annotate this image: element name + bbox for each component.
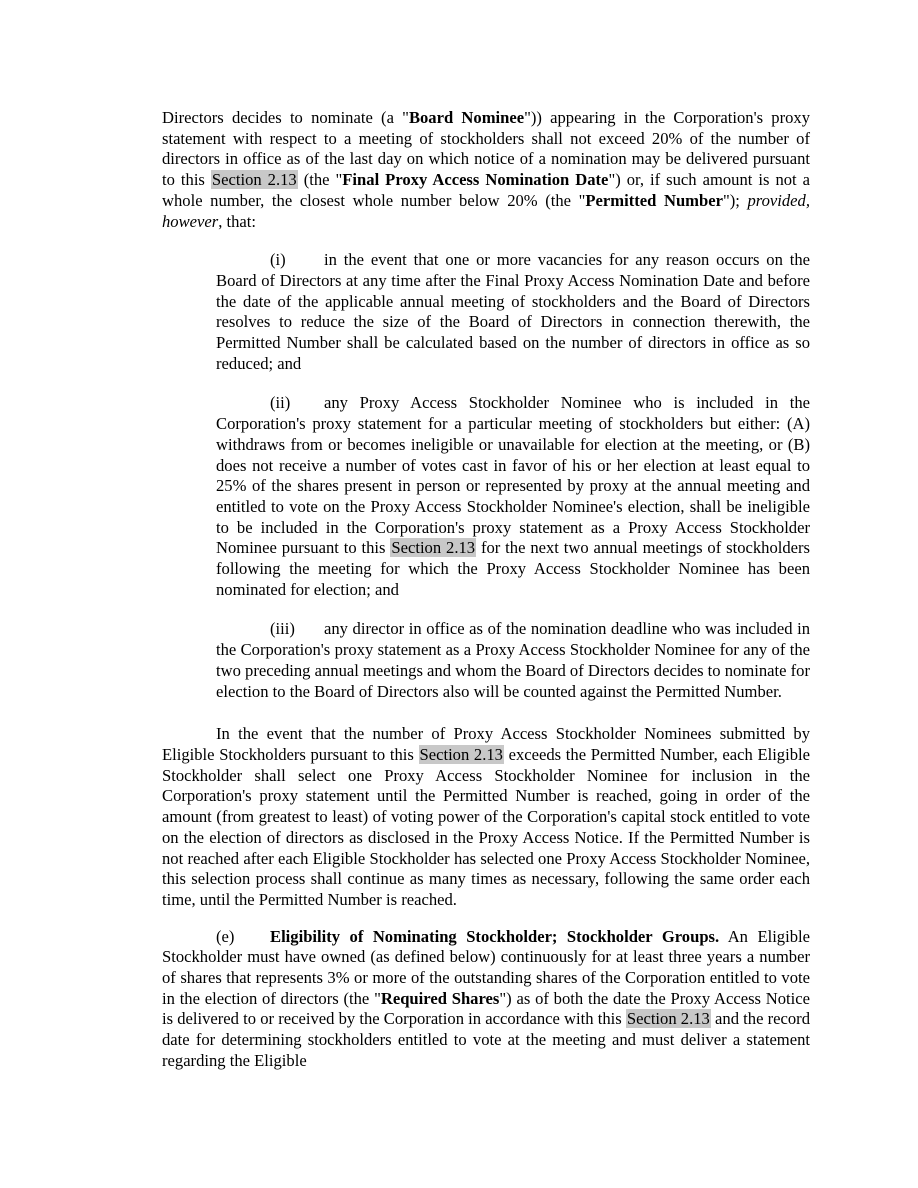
section-cross-reference-link[interactable]: Section 2.13 xyxy=(211,170,297,190)
italic-proviso: provided, however xyxy=(162,190,810,231)
item-text: for the next two annual meetings of stockholders following the meeting for which the Proxy Access Stockholder Nominee has been nominated for election; and xyxy=(216,538,811,599)
text-run: (the " xyxy=(297,170,343,190)
item-number: (ii) xyxy=(270,393,291,413)
list-item-iii xyxy=(216,619,810,702)
paragraph-eligibility xyxy=(162,927,810,1072)
item-text: in the event that one or more vacancies for any reason occurs on the Board of Directors at any time after the Final Proxy Access Nomination Date and before the date of the applicable annual meeting of stockholders and the Board of Directors resolves to reduce the size of the Board of Directors in connection therewith, the Permitted Number shall be calculated based on the number of directors in office as so reduced; and xyxy=(216,250,810,373)
list-item-i xyxy=(216,250,810,374)
list-item-ii xyxy=(216,393,810,600)
defined-term-required-shares: Required Shares xyxy=(380,988,500,1008)
section-cross-reference-link[interactable]: Section 2.13 xyxy=(626,1009,710,1029)
section-heading: Eligibility of Nominating Stockholder; Stockholder Groups. xyxy=(270,926,720,946)
paragraph-permitted-number xyxy=(162,108,810,232)
defined-term-final-nomination-date: Final Proxy Access Nomination Date xyxy=(342,170,609,190)
text-run: exceeds the Permitted Number, each Eligible Stockholder shall select one Proxy Access Stockholder Nominee for inclusion in the Corporation's proxy statement until the Permitted Number is reached, going in order of the amount (from greatest to least) of voting power of the Corporation's capital stock entitled to vote on the election of directors as disclosed in the Proxy Access Notice. If the Permitted Number is not reached after each Eligible Stockholder has selected one Proxy Access Stockholder Nominee, this selection process shall continue as many times as necessary, following the same order each time, until the Permitted Number is reached. xyxy=(162,744,810,909)
defined-term-permitted-number: Permitted Number xyxy=(585,190,723,210)
item-number: (iii) xyxy=(270,619,295,639)
item-text: any director in office as of the nomination deadline who was included in the Corporation's proxy statement as a Proxy Access Stockholder Nominee for any of the two preceding annual meetings and whom the Board of Directors decides to nominate for election to the Board of Directors also will be counted against the Permitted Number. xyxy=(216,619,810,701)
text-run: ")) appearing in the Corporation's proxy statement with respect to a meeting of stockholders shall not exceed 20% of the number of directors in office as of the last day on which notice of a nomination may be delivered pursuant to this xyxy=(162,108,810,190)
text-run: An Eligible Stockholder must have owned (as defined below) continuously for at least three years a number of shares that represents 3% or more of the outstanding shares of the Corporation entitled to vote in the election of directors (the " xyxy=(162,926,810,1008)
item-text: any Proxy Access Stockholder Nominee who is included in the Corporation's proxy statement for a particular meeting of stockholders but either: (A) withdraws from or becomes ineligible or unavailable for election at the meeting, or (B) does not receive a number of votes cast in favor of his or her election at least equal to 25% of the shares present in person or represented by proxy at the annual meeting and entitled to vote on the Proxy Access Stockholder Nominee's election, shall be ineligible to be included in the Corporation's proxy statement as a Proxy Access Stockholder Nominee pursuant to this xyxy=(216,393,810,558)
document-page xyxy=(162,108,810,1072)
text-run: Directors decides to nominate (a " xyxy=(162,108,409,127)
text-run: and the record date for determining stockholders entitled to vote at the meeting and must deliver a statement regarding the Eligible xyxy=(162,1009,810,1070)
defined-term-board-nominee: Board Nominee xyxy=(408,108,525,127)
paragraph-selection-process xyxy=(162,724,810,910)
section-cross-reference-link[interactable]: Section 2.13 xyxy=(419,744,503,764)
section-cross-reference-link[interactable]: Section 2.13 xyxy=(391,538,476,558)
item-number: (i) xyxy=(270,250,286,270)
text-run: "); xyxy=(722,190,748,210)
text-run: , that: xyxy=(218,211,257,231)
text-run: In the event that the number of Proxy Access Stockholder Nominees submitted by Eligible Stockholders pursuant to this xyxy=(162,724,810,764)
text-run: ") or, if such amount is not a whole number, the closest whole number below 20% (the " xyxy=(162,170,811,210)
section-letter: (e) xyxy=(216,926,235,946)
text-run: ") as of both the date the Proxy Access Notice is delivered to or received by the Corporation in accordance with this xyxy=(162,988,811,1029)
